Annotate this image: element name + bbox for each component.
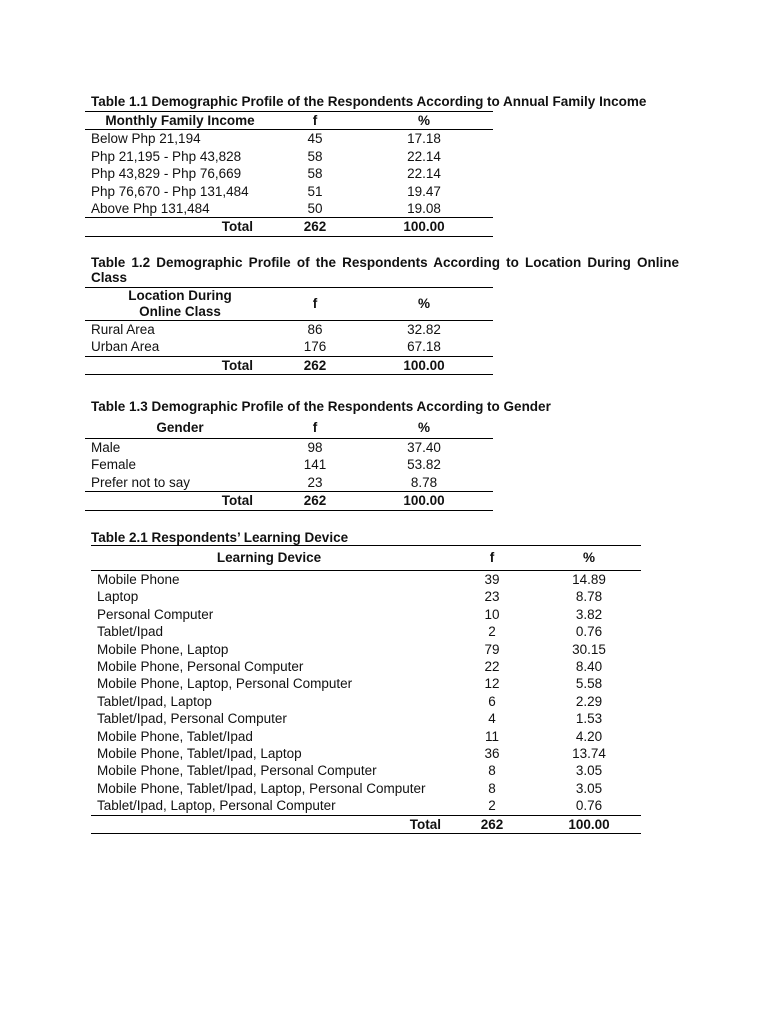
cell-percent: 5.58: [575, 676, 603, 692]
cell-percent: 2.29: [575, 693, 603, 709]
cell-f: 51: [307, 183, 323, 199]
cell-percent: 19.08: [407, 201, 441, 217]
cell-percent: 30.15: [572, 641, 606, 657]
table-row: [91, 606, 641, 623]
cell-f: 2: [488, 798, 496, 814]
table-row: [91, 710, 641, 727]
cell-f: 4: [488, 711, 496, 727]
cell-label: Mobile Phone: [97, 572, 180, 587]
table-row: [91, 797, 641, 815]
cell-label: Rural Area: [91, 322, 155, 337]
total-percent: 100.00: [403, 357, 445, 373]
table-1-2: [85, 287, 493, 375]
cell-f: 176: [303, 339, 327, 355]
table-row: [91, 623, 641, 640]
cell-label: Tablet/Ipad, Laptop: [97, 693, 212, 709]
column-header: [85, 288, 275, 321]
cell-f: 6: [488, 693, 496, 709]
total-label: Total: [409, 816, 441, 832]
cell-f: 23: [484, 589, 500, 605]
table-header-row: [85, 112, 493, 130]
cell-label: Php 76,670 - Php 131,484: [91, 183, 249, 199]
total-label: Total: [221, 219, 253, 235]
total-row: [91, 815, 641, 833]
cell-f: 8: [488, 763, 496, 779]
column-header: %: [417, 420, 430, 436]
cell-f: 2: [488, 624, 496, 640]
total-f: 262: [303, 357, 327, 373]
cell-label: Male: [91, 440, 121, 455]
cell-percent: 8.78: [410, 474, 438, 490]
table-row: [85, 338, 493, 356]
cell-label: Mobile Phone, Tablet/Ipad: [97, 728, 253, 744]
column-header-line-2: Online Class: [139, 304, 221, 319]
table-2-1-title: Table 2.1 Respondents’ Learning Device: [91, 530, 349, 545]
cell-label: Mobile Phone, Laptop: [97, 641, 229, 657]
cell-percent: 3.05: [575, 763, 603, 779]
cell-label: Mobile Phone, Tablet/Ipad, Personal Computer: [97, 763, 377, 779]
cell-f: 98: [307, 440, 323, 455]
total-f: 262: [480, 816, 504, 832]
cell-percent: 19.47: [407, 183, 441, 199]
cell-percent: 14.89: [572, 572, 606, 587]
cell-label: Php 21,195 - Php 43,828: [91, 148, 242, 164]
table-1-1: [85, 111, 493, 237]
cell-percent: 32.82: [407, 322, 441, 337]
cell-f: 79: [484, 641, 500, 657]
table-row: [91, 728, 641, 745]
cell-label: Below Php 21,194: [91, 131, 201, 147]
cell-percent: 22.14: [407, 166, 441, 182]
cell-f: 50: [307, 201, 323, 217]
table-1-1-title: Table 1.1 Demographic Profile of the Respondents According to Annual Family Income: [91, 94, 647, 109]
cell-percent: 3.05: [575, 780, 603, 796]
cell-percent: 13.74: [572, 746, 606, 762]
cell-label: Female: [91, 457, 137, 473]
cell-label: Php 43,829 - Php 76,669: [91, 166, 242, 182]
total-percent: 100.00: [403, 219, 445, 235]
table-row: [85, 200, 493, 218]
column-header: f: [312, 296, 318, 312]
cell-label: Above Php 131,484: [91, 201, 210, 217]
cell-percent: 8.78: [575, 589, 603, 605]
table-row: [91, 675, 641, 692]
cell-f: 12: [484, 676, 500, 692]
cell-percent: 53.82: [407, 457, 441, 473]
total-label: Total: [221, 357, 253, 373]
table-row: [85, 474, 493, 492]
total-f: 262: [303, 493, 327, 509]
column-header: f: [489, 550, 495, 566]
column-header: f: [312, 420, 318, 436]
table-row: [85, 130, 493, 148]
total-row: [85, 356, 493, 374]
table-row: [91, 745, 641, 762]
column-header: Monthly Family Income: [105, 113, 255, 128]
cell-f: 36: [484, 746, 500, 762]
cell-f: 58: [307, 166, 323, 182]
table-row: [91, 693, 641, 710]
cell-percent: 3.82: [575, 606, 603, 622]
cell-label: Tablet/Ipad, Personal Computer: [97, 711, 287, 727]
table-header-row: [91, 546, 641, 571]
cell-label: Prefer not to say: [91, 474, 191, 490]
column-header: f: [312, 113, 318, 128]
cell-percent: 67.18: [407, 339, 441, 355]
cell-label: Mobile Phone, Tablet/Ipad, Laptop: [97, 746, 302, 762]
column-header: Learning Device: [216, 550, 322, 565]
table-header-row: [85, 288, 493, 321]
cell-label: Mobile Phone, Personal Computer: [97, 659, 304, 675]
total-percent: 100.00: [568, 816, 610, 832]
table-1-3-title: Table 1.3 Demographic Profile of the Respondents According to Gender: [91, 399, 551, 414]
cell-percent: 1.53: [575, 711, 603, 727]
table-row: [85, 148, 493, 165]
column-header: Gender: [156, 420, 204, 435]
cell-f: 45: [307, 131, 323, 147]
table-header-row: [85, 418, 493, 439]
cell-percent: 4.20: [575, 728, 603, 744]
table-row: [91, 588, 641, 605]
table-row: [91, 571, 641, 589]
cell-f: 86: [307, 322, 323, 337]
column-header: %: [417, 113, 430, 128]
cell-percent: 8.40: [575, 659, 603, 675]
table-row: [85, 456, 493, 473]
table-row: [85, 183, 493, 200]
cell-f: 58: [307, 148, 323, 164]
cell-f: 8: [488, 780, 496, 796]
cell-percent: 0.76: [575, 624, 603, 640]
table-row: [91, 658, 641, 675]
cell-f: 141: [303, 457, 327, 473]
cell-label: Personal Computer: [97, 606, 214, 622]
cell-label: Urban Area: [91, 339, 160, 355]
cell-label: Mobile Phone, Tablet/Ipad, Laptop, Personal Computer: [97, 780, 426, 796]
column-header: %: [582, 550, 595, 566]
table-1-3: [85, 418, 493, 511]
cell-label: Mobile Phone, Laptop, Personal Computer: [97, 676, 353, 692]
table-1-2-title-continued: Class: [91, 270, 128, 285]
table-row: [85, 321, 493, 339]
cell-percent: 17.18: [407, 131, 441, 147]
cell-label: Tablet/Ipad, Laptop, Personal Computer: [97, 798, 336, 814]
cell-percent: 0.76: [575, 798, 603, 814]
table-1-2-title: Table 1.2 Demographic Profile of the Respondents According to Location During Online: [91, 255, 679, 270]
table-2-1: [91, 545, 641, 834]
column-header-line-1: Location During: [128, 288, 232, 303]
table-row: [91, 762, 641, 779]
total-row: [85, 218, 493, 236]
cell-f: 10: [484, 606, 500, 622]
total-label: Total: [221, 493, 253, 509]
cell-label: Tablet/Ipad: [97, 624, 164, 640]
table-row: [91, 641, 641, 658]
total-f: 262: [303, 219, 327, 235]
cell-f: 22: [484, 659, 500, 675]
total-row: [85, 492, 493, 510]
cell-f: 11: [484, 728, 499, 744]
cell-f: 23: [307, 474, 323, 490]
column-header: %: [417, 296, 430, 312]
table-row: [85, 439, 493, 457]
table-row: [85, 165, 493, 182]
total-percent: 100.00: [403, 493, 445, 509]
cell-percent: 22.14: [407, 148, 441, 164]
table-row: [91, 780, 641, 797]
cell-percent: 37.40: [407, 440, 441, 455]
cell-label: Laptop: [97, 589, 139, 605]
cell-f: 39: [484, 572, 500, 587]
